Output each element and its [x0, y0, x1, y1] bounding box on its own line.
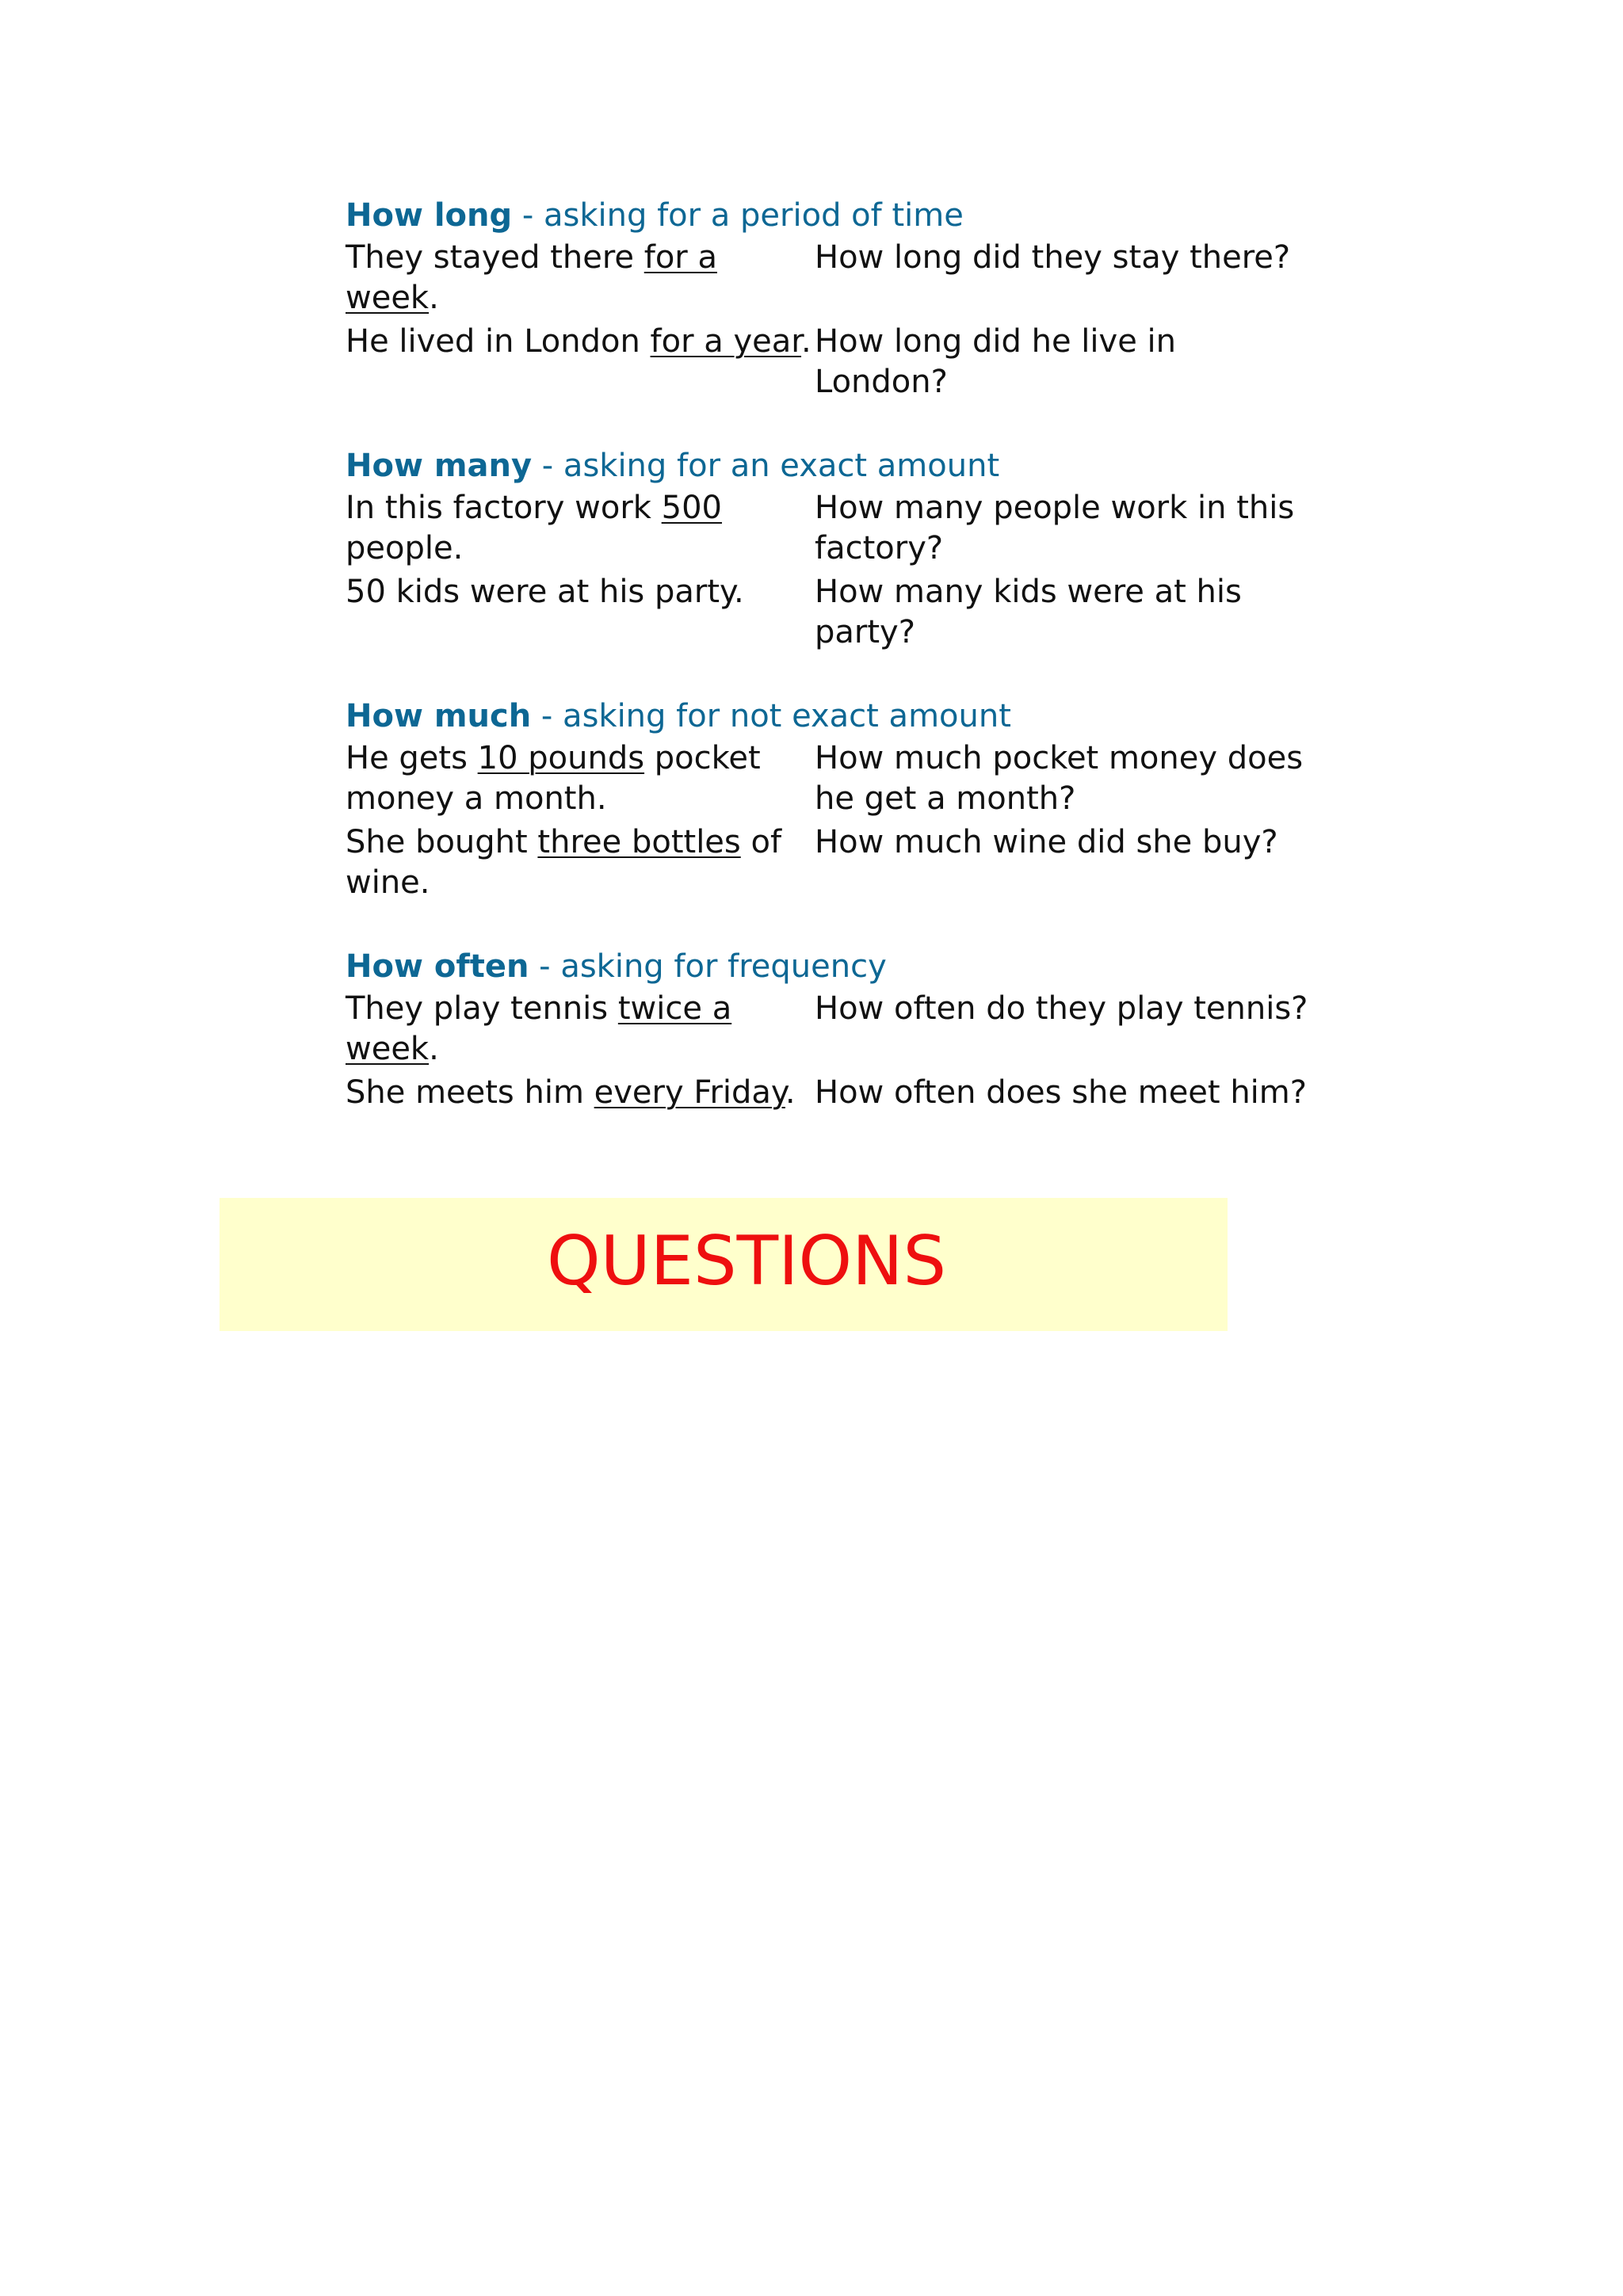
- statement-underlined: for a year: [650, 323, 802, 360]
- example-row: [346, 238, 1312, 318]
- section-how-many: [346, 444, 1312, 653]
- statement-text: .: [429, 1031, 439, 1067]
- statement: [346, 572, 815, 653]
- statement-underlined: three bottles: [537, 824, 741, 860]
- question: How long did he live in London?: [815, 323, 1176, 400]
- section-how-much: [346, 694, 1312, 903]
- section-heading: [346, 944, 1312, 989]
- heading-keyword: How long: [346, 197, 513, 234]
- heading-description: - asking for a period of time: [512, 197, 964, 234]
- statement-text: He gets: [346, 740, 478, 776]
- statement-text: people.: [346, 530, 464, 566]
- statement-text: 50 kids were at his party.: [346, 574, 744, 610]
- heading-description: - asking for an exact amount: [532, 448, 1000, 484]
- example-row: [346, 822, 1312, 903]
- section-heading: [346, 193, 1312, 238]
- section-heading: [346, 444, 1312, 488]
- question: How many kids were at his party?: [815, 574, 1242, 650]
- example-row: [346, 572, 1312, 653]
- section-how-long: [346, 193, 1312, 402]
- statement-underlined: 10 pounds: [477, 740, 645, 776]
- statement-underlined: twice a week: [346, 990, 732, 1067]
- statement: [346, 1073, 815, 1113]
- heading-description: - asking for frequency: [529, 948, 887, 985]
- example-row: [346, 322, 1312, 402]
- statement-text: .: [801, 323, 812, 360]
- statement-text: pocket money a month.: [346, 740, 761, 817]
- statement-text: of wine.: [346, 824, 782, 901]
- heading-keyword: How often: [346, 948, 529, 985]
- statement-text: He lived in London: [346, 323, 651, 360]
- example-row: [346, 488, 1312, 569]
- heading-description: - asking for not exact amount: [531, 698, 1011, 734]
- heading-keyword: How much: [346, 698, 532, 734]
- statement-text: They play tennis: [346, 990, 618, 1027]
- statement-text: They stayed there: [346, 239, 644, 276]
- statement: [346, 238, 815, 318]
- statement-underlined: 500: [661, 490, 723, 526]
- statement: [346, 322, 815, 402]
- section-how-often: [346, 944, 1312, 1113]
- statement-underlined: every Friday: [594, 1074, 785, 1111]
- question: How often does she meet him?: [815, 1074, 1307, 1111]
- statement: [346, 822, 815, 903]
- questions-banner: [220, 1198, 1228, 1331]
- statement-text: In this factory work: [346, 490, 662, 526]
- question-words-content: [346, 193, 1312, 1154]
- statement-text: She bought: [346, 824, 538, 860]
- section-heading: [346, 694, 1312, 738]
- statement: [346, 989, 815, 1070]
- question: How long did they stay there?: [815, 239, 1291, 276]
- statement-text: .: [785, 1074, 796, 1111]
- banner-title: QUESTIONS: [547, 1222, 947, 1301]
- example-row: [346, 989, 1312, 1070]
- statement: [346, 488, 815, 569]
- question: How much pocket money does he get a month?: [815, 740, 1304, 817]
- statement-text: She meets him: [346, 1074, 594, 1111]
- example-row: [346, 1073, 1312, 1113]
- statement-underlined: for a week: [346, 239, 717, 316]
- statement: [346, 738, 815, 819]
- question: How often do they play tennis?: [815, 990, 1308, 1027]
- question: How much wine did she buy?: [815, 824, 1278, 860]
- question: How many people work in this factory?: [815, 490, 1295, 566]
- heading-keyword: How many: [346, 448, 533, 484]
- statement-text: .: [429, 280, 439, 316]
- example-row: [346, 738, 1312, 819]
